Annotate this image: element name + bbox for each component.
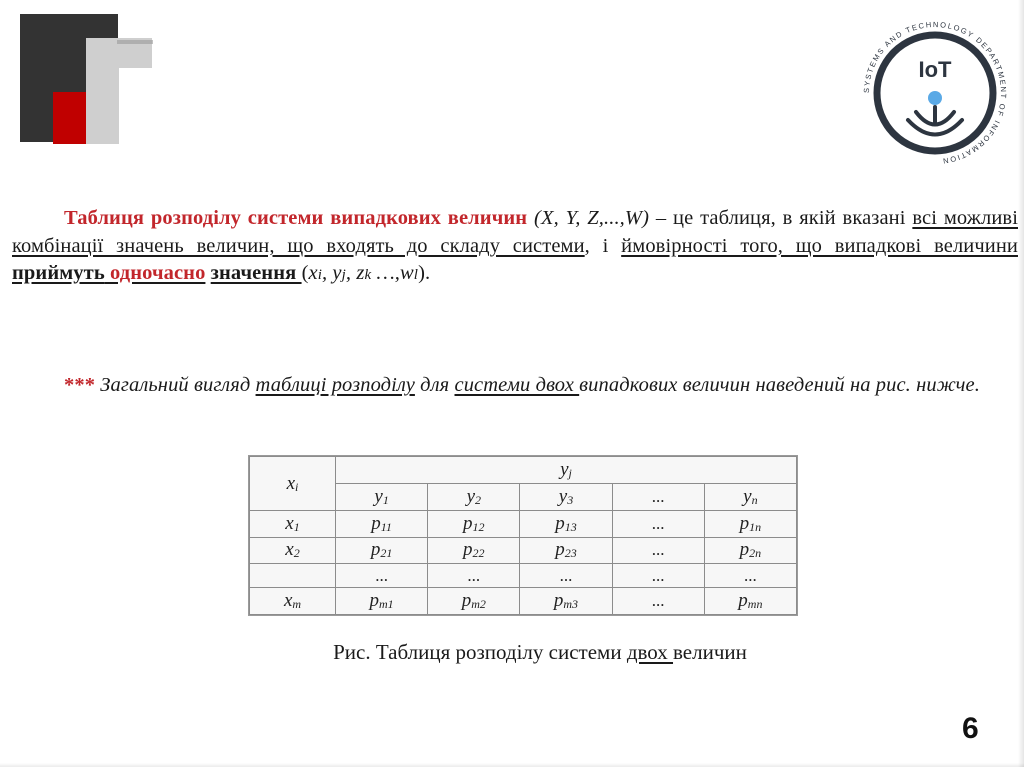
probability-cell: ... [520, 564, 612, 588]
top-header: yj [336, 457, 797, 484]
probability-cell: pm1 [336, 588, 428, 615]
definition-paragraph: Таблиця розподілу системи випадкових величин (X, Y, Z,...,W) – це таблиця, в якій вказані всі можливі комбінації значень величин, що входять до складу системи, і ймовірності того, що випадкові величини приймуть одночасно значення (xi, yj, zk …,wl). [12, 207, 1018, 284]
caption-underlined: двох [626, 640, 674, 664]
table-row [250, 511, 797, 538]
bold-word: приймуть [12, 262, 105, 284]
corner-header: xi [250, 457, 336, 511]
svg-text:SYSTEMS AND TECHNOLOGY DEPARTM: SYSTEMS AND TECHNOLOGY DEPARTMENT OF INFORMATION [861, 19, 1009, 166]
table-link-underlined: таблиці розподілу [255, 374, 415, 396]
figure-caption: Рис. Таблиця розподілу системи двох величин [333, 640, 747, 664]
table-row [250, 564, 797, 588]
probability-cell: p22 [428, 537, 520, 564]
probability-cell: ... [428, 564, 520, 588]
two-system-underlined: системи двох [454, 374, 580, 396]
probability-cell: p12 [428, 511, 520, 538]
probability-cell: p21 [336, 537, 428, 564]
probability-cell: p13 [520, 511, 612, 538]
row-header: x2 [250, 537, 336, 564]
probability-cell: p11 [336, 511, 428, 538]
probability-cell: p2n [704, 537, 796, 564]
probability-cell: p23 [520, 537, 612, 564]
slide-edge-shadow [1018, 0, 1024, 767]
row-header: xm [250, 588, 336, 615]
combinations-underlined: всі можливі комбінації значень величин, що входять до складу системи [12, 207, 1018, 257]
page-number: 6 [962, 712, 979, 745]
value-tuple: xi, yj, zk …,wl [308, 262, 419, 284]
probability-cell: ... [612, 564, 704, 588]
note-paragraph: *** Загальний вигляд таблиці розподілу для системи двох випадкових величин наведений на рис. нижче. [64, 374, 980, 396]
probability-cell: p1n [704, 511, 796, 538]
y-header-cell: y3 [520, 484, 612, 511]
variables: (X, Y, Z,...,W) [534, 207, 650, 229]
slide-bottom-shadow [0, 763, 1024, 767]
y-header-cell: y2 [428, 484, 520, 511]
svg-text:IoT: IoT [918, 57, 952, 82]
y-header-cell: ... [612, 484, 704, 511]
probability-cell: pm3 [520, 588, 612, 615]
probability-cell: ... [612, 588, 704, 615]
y-header-cell: y1 [336, 484, 428, 511]
probability-cell: ... [336, 564, 428, 588]
text-part: – це таблиця, в якій вказані [649, 207, 913, 229]
row-header: x1 [250, 511, 336, 538]
distribution-table [249, 456, 797, 615]
red-word: одночасно [110, 262, 206, 284]
iot-department-logo [856, 14, 1014, 172]
ft-logo [20, 14, 155, 146]
probability-cell: ... [612, 511, 704, 538]
table-row [250, 537, 797, 564]
term-highlight: Таблиця розподілу системи випадкових величин [64, 207, 528, 229]
probability-cell: pm2 [428, 588, 520, 615]
stars-marker: *** [64, 374, 96, 396]
text-part: , і [584, 234, 622, 257]
row-header [250, 564, 336, 588]
values-word: значення [210, 262, 302, 284]
table-row [250, 588, 797, 615]
probability-cell: pmn [704, 588, 796, 615]
probability-cell: ... [612, 537, 704, 564]
probabilities-underlined: ймовірності того, що випадкові величини приймуть одночасно [12, 234, 1018, 284]
distribution-table-figure [248, 455, 798, 616]
y-header-cell: yn [704, 484, 796, 511]
probability-cell: ... [704, 564, 796, 588]
